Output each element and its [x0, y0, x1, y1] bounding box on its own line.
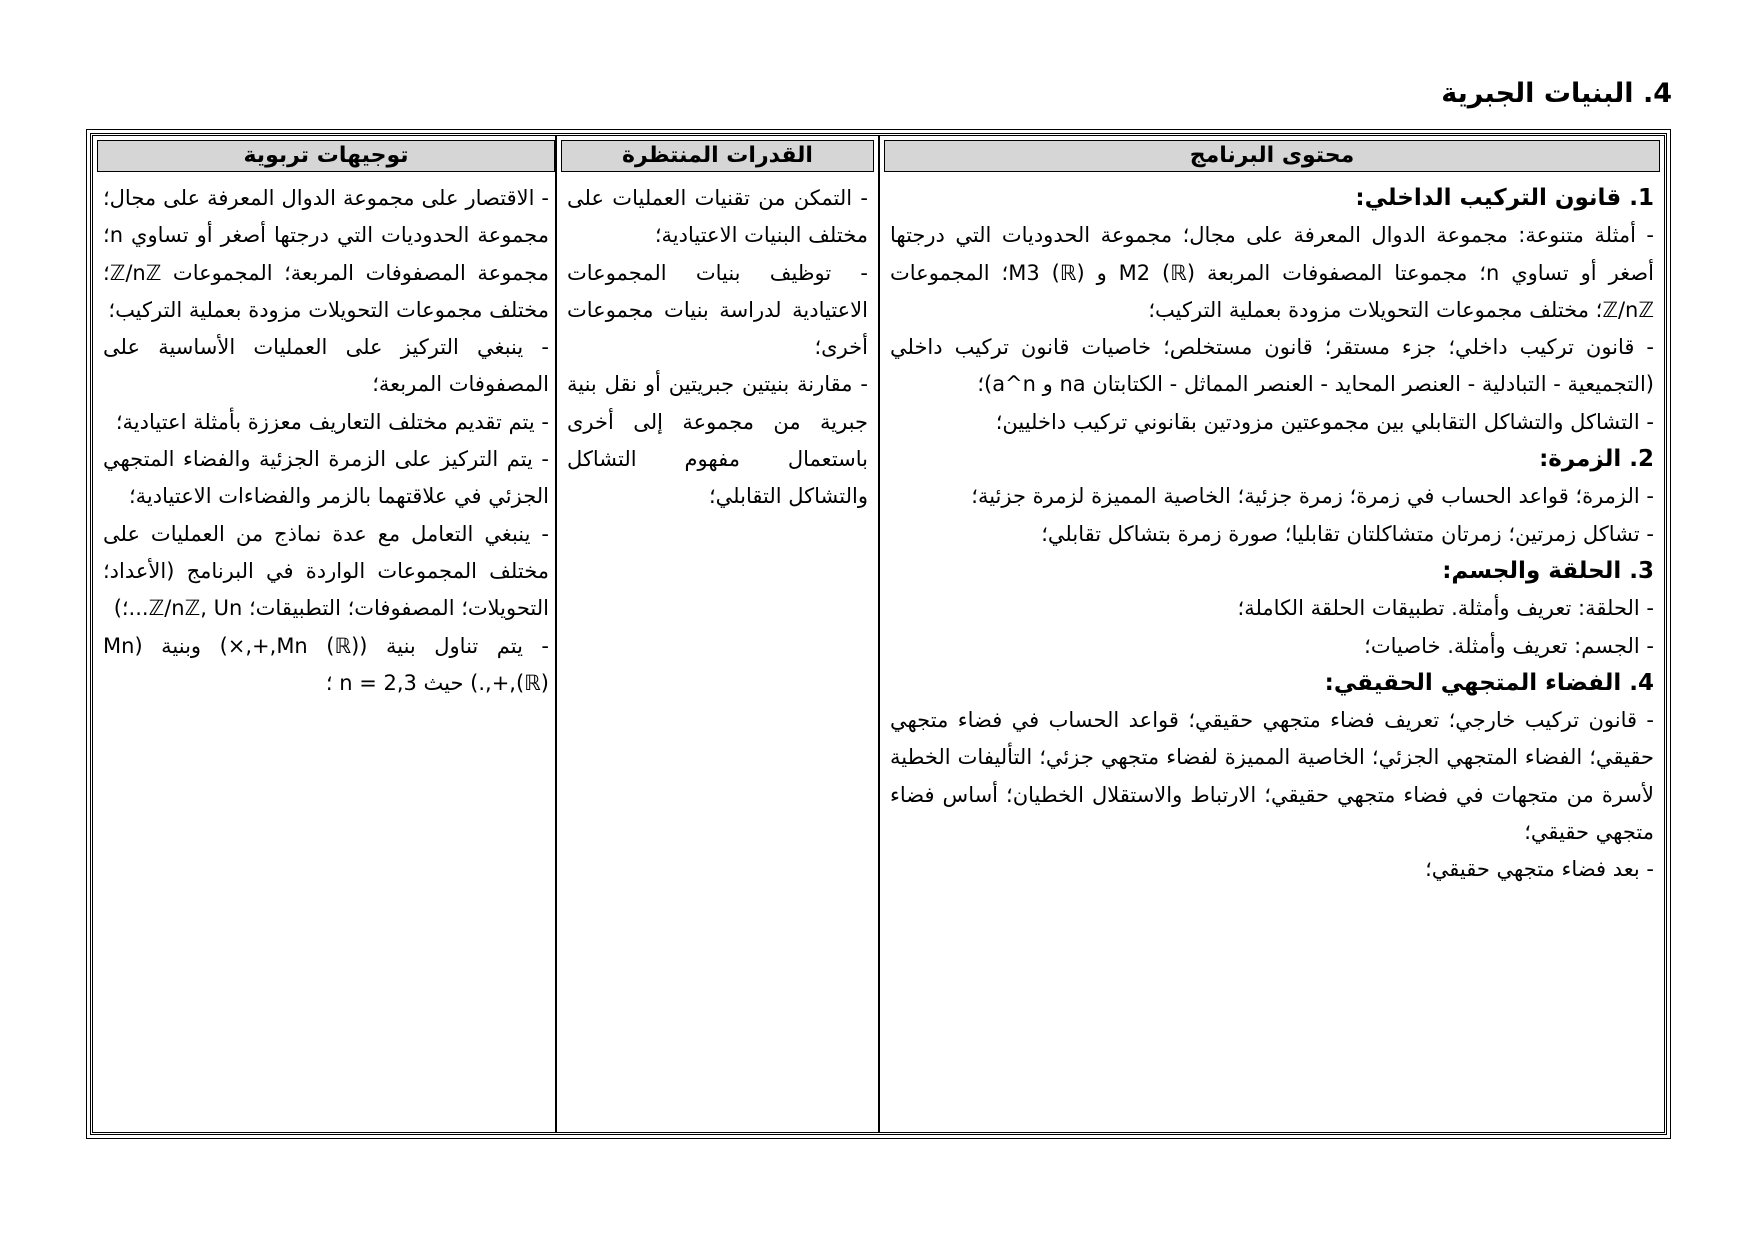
content-column: [880, 136, 1664, 1132]
section-3-title: 3. الحلقة والجسم:: [1442, 557, 1654, 584]
guidance-body: [103, 180, 549, 1126]
guidance-item: - يتم التركيز على الزمرة الجزئية والفضاء المتجهي الجزئي في علاقتهما بالزمر والفضاءات الاعتيادية؛: [103, 447, 549, 509]
section-4-title: 4. الفضاء المتجهي الحقيقي:: [1324, 669, 1654, 696]
program-table: [90, 133, 1667, 1135]
section-1-item: - أمثلة متنوعة: مجموعة الدوال المعرفة على مجال؛ مجموعة الحدوديات التي درجتها أصغر أو تساوي n؛ مجموعتا المصفوفات المربعة M2 (ℝ) و M3 (ℝ)؛ المجموعات ℤ/nℤ؛ مختلف مجموعات التحويلات مزودة بعملية التركيب؛: [890, 223, 1654, 322]
section-4-item: - بعد فضاء متجهي حقيقي؛: [1425, 857, 1654, 882]
section-2-item: - تشاكل زمرتين؛ زمرتان متشاكلتان تقابليا؛ صورة زمرة بتشاكل تقابلي؛: [1041, 521, 1654, 546]
content-body: [890, 180, 1654, 1126]
header-content: محتوى البرنامج: [884, 140, 1660, 172]
guidance-item: - ينبغي التركيز على العمليات الأساسية على المصفوفات المربعة؛: [103, 335, 549, 397]
section-2-title: 2. الزمرة:: [1539, 446, 1654, 473]
header-abilities: القدرات المنتظرة: [561, 140, 874, 172]
section-1-title: 1. قانون التركيب الداخلي:: [1355, 185, 1654, 211]
section-1-item: - التشاكل والتشاكل التقابلي بين مجموعتين مزودتين بقانوني تركيب داخليين؛: [995, 409, 1654, 434]
guidance-item: - يتم تناول بنية (Mn (ℝ),+,×) وبنية (Mn (ℝ),+,.) حيث n = 2,3 ؛: [103, 633, 549, 695]
guidance-item: - يتم تقديم مختلف التعاريف معززة بأمثلة اعتيادية؛: [115, 409, 549, 434]
guidance-item: - الاقتصار على مجموعة الدوال المعرفة على مجال؛ مجموعة الحدوديات التي درجتها أصغر أو تساوي n؛ مجموعة المصفوفات المربعة؛ المجموعات ℤ/nℤ؛ مختلف مجموعات التحويلات مزودة بعملية التركيب؛: [103, 186, 549, 322]
abilities-column: [555, 136, 880, 1132]
section-3-item: - الجسم: تعريف وأمثلة. خاصيات؛: [1364, 633, 1654, 658]
page-title: 4. البنيات الجبرية: [1441, 78, 1672, 109]
ability-item: - مقارنة بنيتين جبريتين أو نقل بنية جبرية من مجموعة إلى أخرى باستعمال مفهوم التشاكل والتشاكل التقابلي؛: [567, 372, 868, 509]
guidance-column: [93, 136, 559, 1132]
section-3-item: - الحلقة: تعريف وأمثلة. تطبيقات الحلقة الكاملة؛: [1237, 596, 1654, 621]
section-4-item: - قانون تركيب خارجي؛ تعريف فضاء متجهي حقيقي؛ قواعد الحساب في فضاء متجهي حقيقي؛ الفضاء المتجهي الجزئي؛ الخاصية المميزة لفضاء متجهي جزئي؛ التأليفات الخطية لأسرة من متجهات في فضاء متجهي حقيقي؛ الارتباط والاستقلال الخطيان؛ أساس فضاء متجهي حقيقي؛: [890, 708, 1654, 845]
ability-item: - توظيف بنيات المجموعات الاعتيادية لدراسة بنيات مجموعات أخرى؛: [567, 260, 868, 360]
abilities-body: [567, 180, 868, 1126]
section-1-item: - قانون تركيب داخلي؛ جزء مستقر؛ قانون مستخلص؛ خاصيات قانون تركيب داخلي (التجميعية - التبادلية - العنصر المحايد - العنصر المماثل - الكتابتان na و a^n)؛: [890, 335, 1654, 397]
guidance-item: - ينبغي التعامل مع عدة نماذج من العمليات على مختلف المجموعات الواردة في البرنامج (الأعداد؛ التحويلات؛ المصفوفات؛ التطبيقات؛ ℤ/nℤ, Un...؛): [103, 521, 549, 621]
header-guidance: توجيهات تربوية: [97, 140, 555, 172]
ability-item: - التمكن من تقنيات العمليات على مختلف البنيات الاعتيادية؛: [567, 186, 868, 248]
section-2-item: - الزمرة؛ قواعد الحساب في زمرة؛ زمرة جزئية؛ الخاصية المميزة لزمرة جزئية؛: [971, 484, 1654, 509]
